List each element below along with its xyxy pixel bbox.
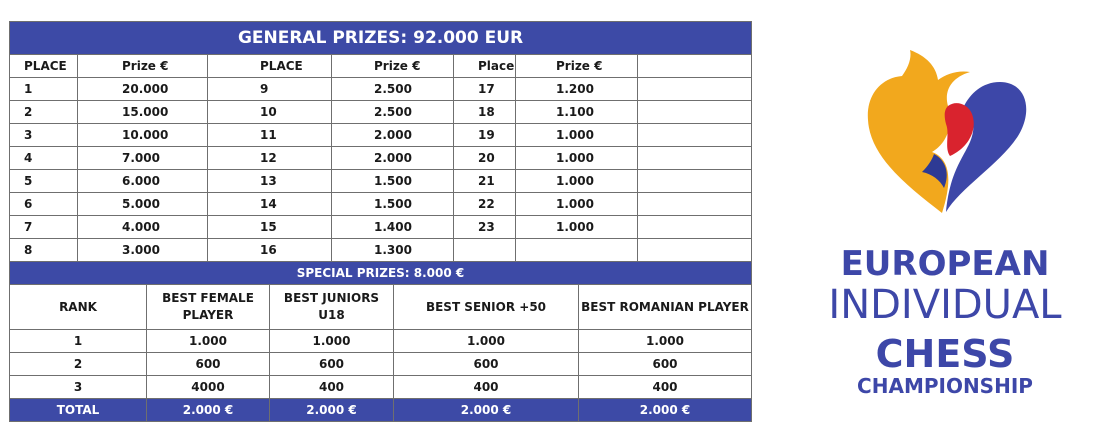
table-cell: 4.000 bbox=[78, 216, 208, 239]
table-cell: 400 bbox=[394, 376, 579, 399]
total-cell: 2.000 € bbox=[270, 399, 394, 422]
table-cell: 1.200 bbox=[516, 78, 638, 101]
table-cell bbox=[454, 239, 516, 262]
table-cell: 18 bbox=[454, 101, 516, 124]
table-row bbox=[10, 78, 752, 101]
table-cell bbox=[638, 239, 752, 262]
table-cell: 15 bbox=[208, 216, 332, 239]
table-cell: 10 bbox=[208, 101, 332, 124]
table-cell: 11 bbox=[208, 124, 332, 147]
column-header: Prize € bbox=[332, 55, 454, 78]
table-cell: 600 bbox=[147, 353, 270, 376]
table-cell: 20.000 bbox=[78, 78, 208, 101]
table-cell bbox=[638, 193, 752, 216]
column-header: BEST FEMALE PLAYER bbox=[147, 285, 270, 330]
table-cell: 1.000 bbox=[516, 216, 638, 239]
table-row bbox=[10, 239, 752, 262]
table-cell: 9 bbox=[208, 78, 332, 101]
table-row bbox=[10, 216, 752, 239]
table-cell: 17 bbox=[454, 78, 516, 101]
table-cell: 12 bbox=[208, 147, 332, 170]
table-cell: 1.500 bbox=[332, 193, 454, 216]
table-row bbox=[10, 330, 752, 353]
table-cell: 8 bbox=[10, 239, 78, 262]
table-cell: 3.000 bbox=[78, 239, 208, 262]
table-cell bbox=[516, 239, 638, 262]
column-header bbox=[638, 55, 752, 78]
column-header: PLACE bbox=[208, 55, 332, 78]
table-cell bbox=[638, 101, 752, 124]
column-header: RANK bbox=[10, 285, 147, 330]
table-cell: 1.000 bbox=[579, 330, 752, 353]
table-cell: 5 bbox=[10, 170, 78, 193]
table-cell: 1.000 bbox=[516, 170, 638, 193]
table-cell: 2.000 bbox=[332, 124, 454, 147]
column-header: BEST JUNIORS U18 bbox=[270, 285, 394, 330]
table-cell: 600 bbox=[579, 353, 752, 376]
table-cell bbox=[638, 78, 752, 101]
table-cell: 3 bbox=[10, 124, 78, 147]
table-cell bbox=[638, 147, 752, 170]
general-prizes-title: GENERAL PRIZES: 92.000 EUR bbox=[10, 22, 752, 55]
column-header: Prize € bbox=[78, 55, 208, 78]
table-cell: 15.000 bbox=[78, 101, 208, 124]
general-header-row bbox=[10, 55, 752, 78]
column-header: PLACE bbox=[10, 55, 78, 78]
total-label: TOTAL bbox=[10, 399, 147, 422]
table-cell: 1.000 bbox=[270, 330, 394, 353]
column-header: Place bbox=[454, 55, 516, 78]
table-cell: 1.000 bbox=[516, 124, 638, 147]
table-cell: 23 bbox=[454, 216, 516, 239]
table-cell: 1.000 bbox=[516, 147, 638, 170]
table-cell: 4 bbox=[10, 147, 78, 170]
table-cell: 2.000 bbox=[332, 147, 454, 170]
table-cell: 6 bbox=[10, 193, 78, 216]
special-prizes-table bbox=[9, 261, 752, 422]
logo-line-4: CHAMPIONSHIP bbox=[857, 374, 1033, 398]
table-cell: 6.000 bbox=[78, 170, 208, 193]
table-cell: 2.500 bbox=[332, 78, 454, 101]
table-cell: 5.000 bbox=[78, 193, 208, 216]
total-cell: 2.000 € bbox=[147, 399, 270, 422]
total-cell: 2.000 € bbox=[394, 399, 579, 422]
table-row bbox=[10, 147, 752, 170]
table-cell: 1.100 bbox=[516, 101, 638, 124]
table-cell: 1.400 bbox=[332, 216, 454, 239]
total-row bbox=[10, 399, 752, 422]
table-row bbox=[10, 101, 752, 124]
table-cell: 14 bbox=[208, 193, 332, 216]
table-cell: 7.000 bbox=[78, 147, 208, 170]
column-header: BEST ROMANIAN PLAYER bbox=[579, 285, 752, 330]
column-header: Prize € bbox=[516, 55, 638, 78]
table-cell: 22 bbox=[454, 193, 516, 216]
championship-logo bbox=[820, 48, 1090, 408]
table-cell: 2 bbox=[10, 353, 147, 376]
table-cell bbox=[638, 124, 752, 147]
table-cell: 13 bbox=[208, 170, 332, 193]
table-cell: 10.000 bbox=[78, 124, 208, 147]
total-cell: 2.000 € bbox=[579, 399, 752, 422]
column-header: BEST SENIOR +50 bbox=[394, 285, 579, 330]
table-cell: 1.000 bbox=[394, 330, 579, 353]
table-cell: 1.300 bbox=[332, 239, 454, 262]
table-cell: 2.500 bbox=[332, 101, 454, 124]
table-cell: 1 bbox=[10, 78, 78, 101]
table-cell: 600 bbox=[394, 353, 579, 376]
table-cell: 400 bbox=[270, 376, 394, 399]
prize-tables bbox=[9, 21, 751, 422]
table-row bbox=[10, 170, 752, 193]
table-cell: 600 bbox=[270, 353, 394, 376]
table-cell: 7 bbox=[10, 216, 78, 239]
table-cell: 1.500 bbox=[332, 170, 454, 193]
special-prizes-title: SPECIAL PRIZES: 8.000 € bbox=[10, 262, 752, 285]
logo-line-3: CHESS bbox=[875, 332, 1015, 376]
general-prizes-table bbox=[9, 21, 752, 262]
table-cell: 2 bbox=[10, 101, 78, 124]
table-cell: 16 bbox=[208, 239, 332, 262]
logo-line-1: EUROPEAN bbox=[840, 244, 1050, 284]
table-cell: 1 bbox=[10, 330, 147, 353]
table-row bbox=[10, 193, 752, 216]
table-cell: 19 bbox=[454, 124, 516, 147]
table-cell: 1.000 bbox=[516, 193, 638, 216]
special-header-row bbox=[10, 285, 752, 330]
table-cell: 400 bbox=[579, 376, 752, 399]
heart-knight-emblem bbox=[850, 48, 1040, 218]
table-cell: 1.000 bbox=[147, 330, 270, 353]
logo-line-2: INDIVIDUAL bbox=[828, 282, 1062, 328]
table-cell bbox=[638, 216, 752, 239]
table-cell bbox=[638, 170, 752, 193]
table-cell: 21 bbox=[454, 170, 516, 193]
table-row bbox=[10, 376, 752, 399]
table-row bbox=[10, 353, 752, 376]
table-cell: 4000 bbox=[147, 376, 270, 399]
table-row bbox=[10, 124, 752, 147]
table-cell: 20 bbox=[454, 147, 516, 170]
table-cell: 3 bbox=[10, 376, 147, 399]
